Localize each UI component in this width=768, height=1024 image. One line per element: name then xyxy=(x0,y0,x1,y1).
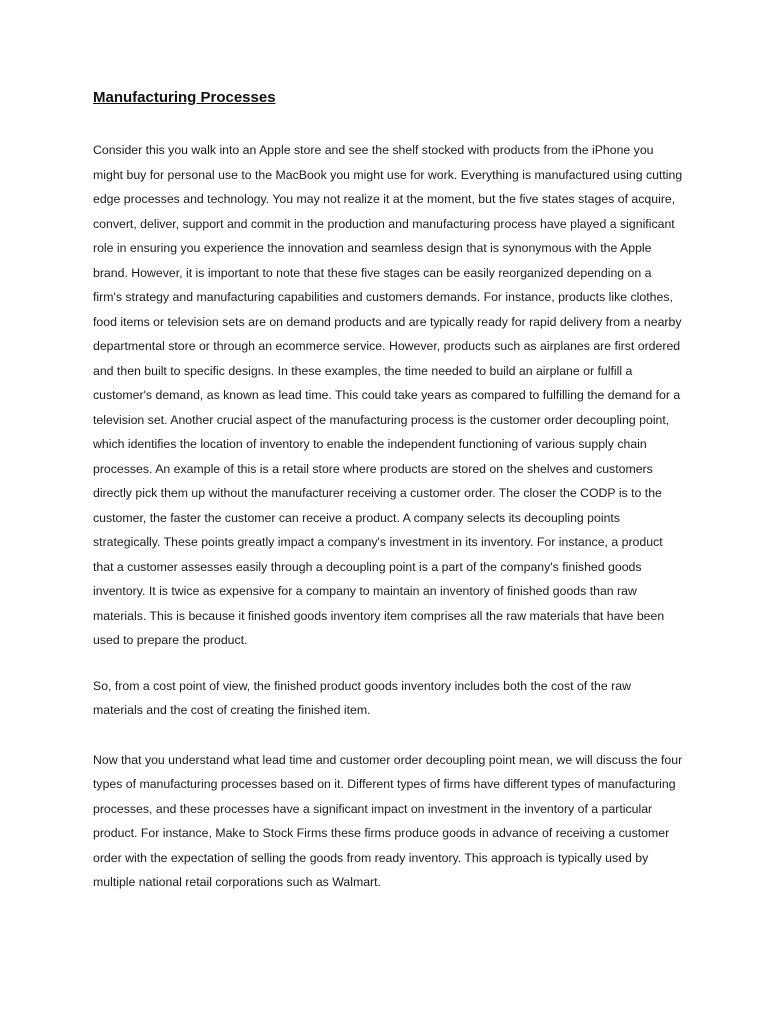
paragraph-intro: Consider this you walk into an Apple store and see the shelf stocked with products from the iPhone you might buy for personal use to the MacBook you might use for work. Everything is manufactured using cutting edge processes and technology. You may not realize it at the moment, but the five states stages of acquire, convert, deliver, support and commit in the production and manufacturing process have played a significant role in ensuring you experience the innovation and seamless design that is synonymous with the Apple brand. However, it is important to note that these five stages can be easily reorganized depending on a firm's strategy and manufacturing capabilities and customers demands. For instance, products like clothes, food items or television sets are on demand products and are typically ready for rapid delivery from a nearby departmental store or through an ecommerce service. However, products such as airplanes are first ordered and then built to specific designs. In these examples, the time needed to build an airplane or fulfill a customer's demand, as known as lead time. This could take years as compared to fulfilling the demand for a television set. Another crucial aspect of the manufacturing process is the customer order decoupling point, which identifies the location of inventory to enable the independent functioning of various supply chain processes. An example of this is a retail store where products are stored on the shelves and customers directly pick them up without the manufacturer receiving a customer order. The closer the CODP is to the customer, the faster the customer can receive a product. A company selects its decoupling points strategically. These points greatly impact a company's investment in its inventory. For instance, a product that a customer assesses easily through a decoupling point is a part of the company's finished goods inventory. It is twice as expensive for a company to maintain an inventory of finished goods than raw materials. This is because it finished goods inventory item comprises all the raw materials that have been used to prepare the product. xyxy=(93,143,683,647)
document-title: Manufacturing Processes xyxy=(93,89,276,106)
document-body xyxy=(93,86,683,895)
paragraph-cost: So, from a cost point of view, the finished product goods inventory includes both the cost of the raw materials and the cost of creating the finished item. xyxy=(93,678,631,717)
paragraph-types: Now that you understand what lead time and customer order decoupling point mean, we will discuss the four types of manufacturing processes based on it. Different types of firms have different types of manufacturing processes, and these processes have a significant impact on investment in the inventory of a particular product. For instance, Make to Stock Firms these firms produce goods in advance of receiving a customer order with the expectation of selling the goods from ready inventory. This approach is typically used by multiple national retail corporations such as Walmart. xyxy=(93,752,683,889)
